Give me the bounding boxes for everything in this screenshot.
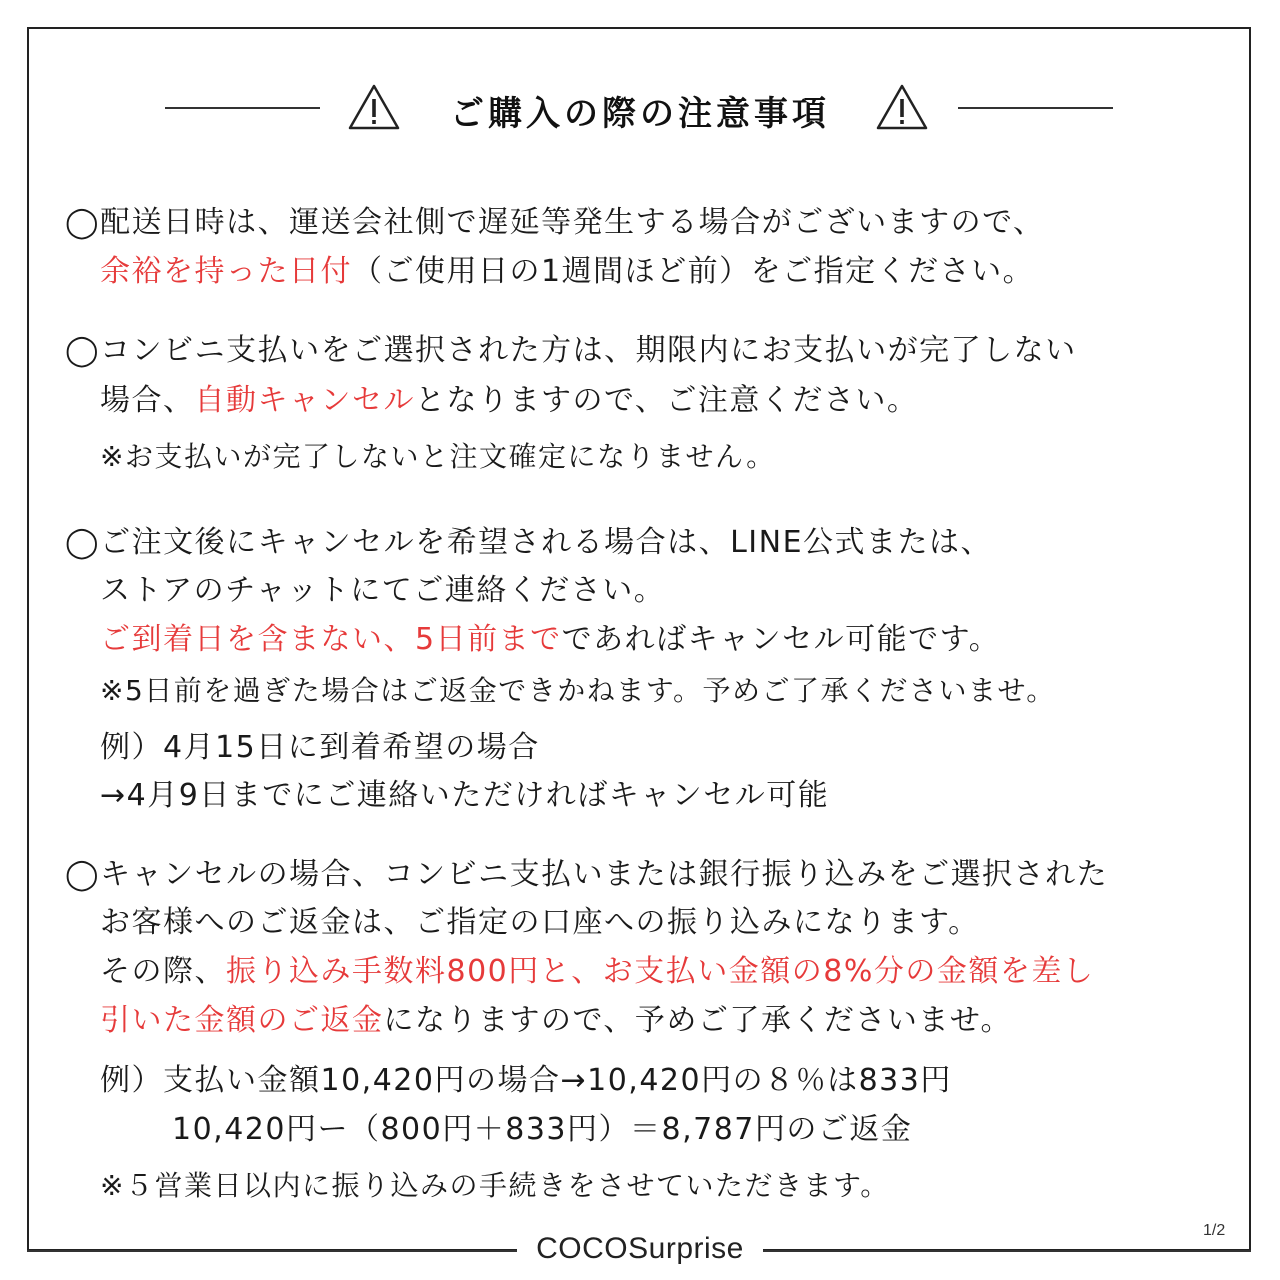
section4-line4-text: になりますので、予めご了承くださいませ。 <box>383 1003 1012 1038</box>
section1-line2 <box>100 252 1034 292</box>
section2-line1: ◯コンビニ支払いをご選択された方は、期限内にお支払いが完了しない <box>65 333 1077 368</box>
section2-note: ※お支払いが完了しないと注文確定になりません。 <box>100 440 776 473</box>
footer-divider-right <box>763 1250 1251 1252</box>
section4-line3-pre: その際、 <box>100 954 226 989</box>
title-divider-left <box>165 107 320 109</box>
page-title: ご購入の際の注意事項 <box>450 94 830 134</box>
page-number: 1/2 <box>1203 1222 1226 1239</box>
section4-line1: ◯キャンセルの場合、コンビニ支払いまたは銀行振り込みをご選択された <box>65 857 1109 892</box>
brand-logo: COCOSurprise <box>517 1232 763 1266</box>
section3-line3 <box>100 620 1000 660</box>
section2-line2-pre: 場合、 <box>100 383 195 418</box>
section4-line2: お客様へのご返金は、ご指定の口座への振り込みになります。 <box>100 905 980 940</box>
footer-divider-left <box>27 1250 517 1252</box>
section4-highlight: 振り込み手数料800円と、お支払い金額の8%分の金額を差し <box>226 954 1095 989</box>
section1-line2-text: （ご使用日の1週間ほど前）をご指定ください。 <box>352 254 1035 289</box>
section3-line3-text: であればキャンセル可能です。 <box>561 622 1001 657</box>
warning-icon <box>346 82 402 132</box>
section2-line2-text: となりますので、ご注意ください。 <box>415 383 919 418</box>
section4-highlight-cont: 引いた金額のご返金 <box>100 1003 384 1038</box>
section4-line4 <box>100 1001 1012 1041</box>
warning-icon <box>874 82 930 132</box>
section4-example1: 例）支払い金額10,420円の場合→10,420円の８％は833円 <box>100 1063 952 1098</box>
section3-line2: ストアのチャットにてご連絡ください。 <box>100 573 666 608</box>
section1-line1: ◯配送日時は、運送会社側で遅延等発生する場合がございますので、 <box>65 205 1045 240</box>
section3-line1: ◯ご注文後にキャンセルを希望される場合は、LINE公式または、 <box>65 525 993 560</box>
section4-line3 <box>100 952 1094 992</box>
section3-note: ※5日前を過ぎた場合はご返金できかねます。予めご了承くださいませ。 <box>100 674 1056 707</box>
section4-note: ※５営業日以内に振り込みの手続きをさせていただきます。 <box>100 1169 890 1202</box>
section2-highlight: 自動キャンセル <box>194 383 415 418</box>
section1-highlight: 余裕を持った日付 <box>100 254 352 289</box>
section4-example2: 10,420円ー（800円＋833円）＝8,787円のご返金 <box>172 1112 913 1147</box>
section2-line2 <box>100 381 918 421</box>
section3-highlight: ご到着日を含まない、5日前まで <box>100 622 562 657</box>
section3-example1: 例）4月15日に到着希望の場合 <box>100 730 540 765</box>
section3-example2: →4月9日までにご連絡いただければキャンセル可能 <box>100 778 830 813</box>
title-row <box>0 80 1280 136</box>
title-divider-right <box>958 107 1113 109</box>
